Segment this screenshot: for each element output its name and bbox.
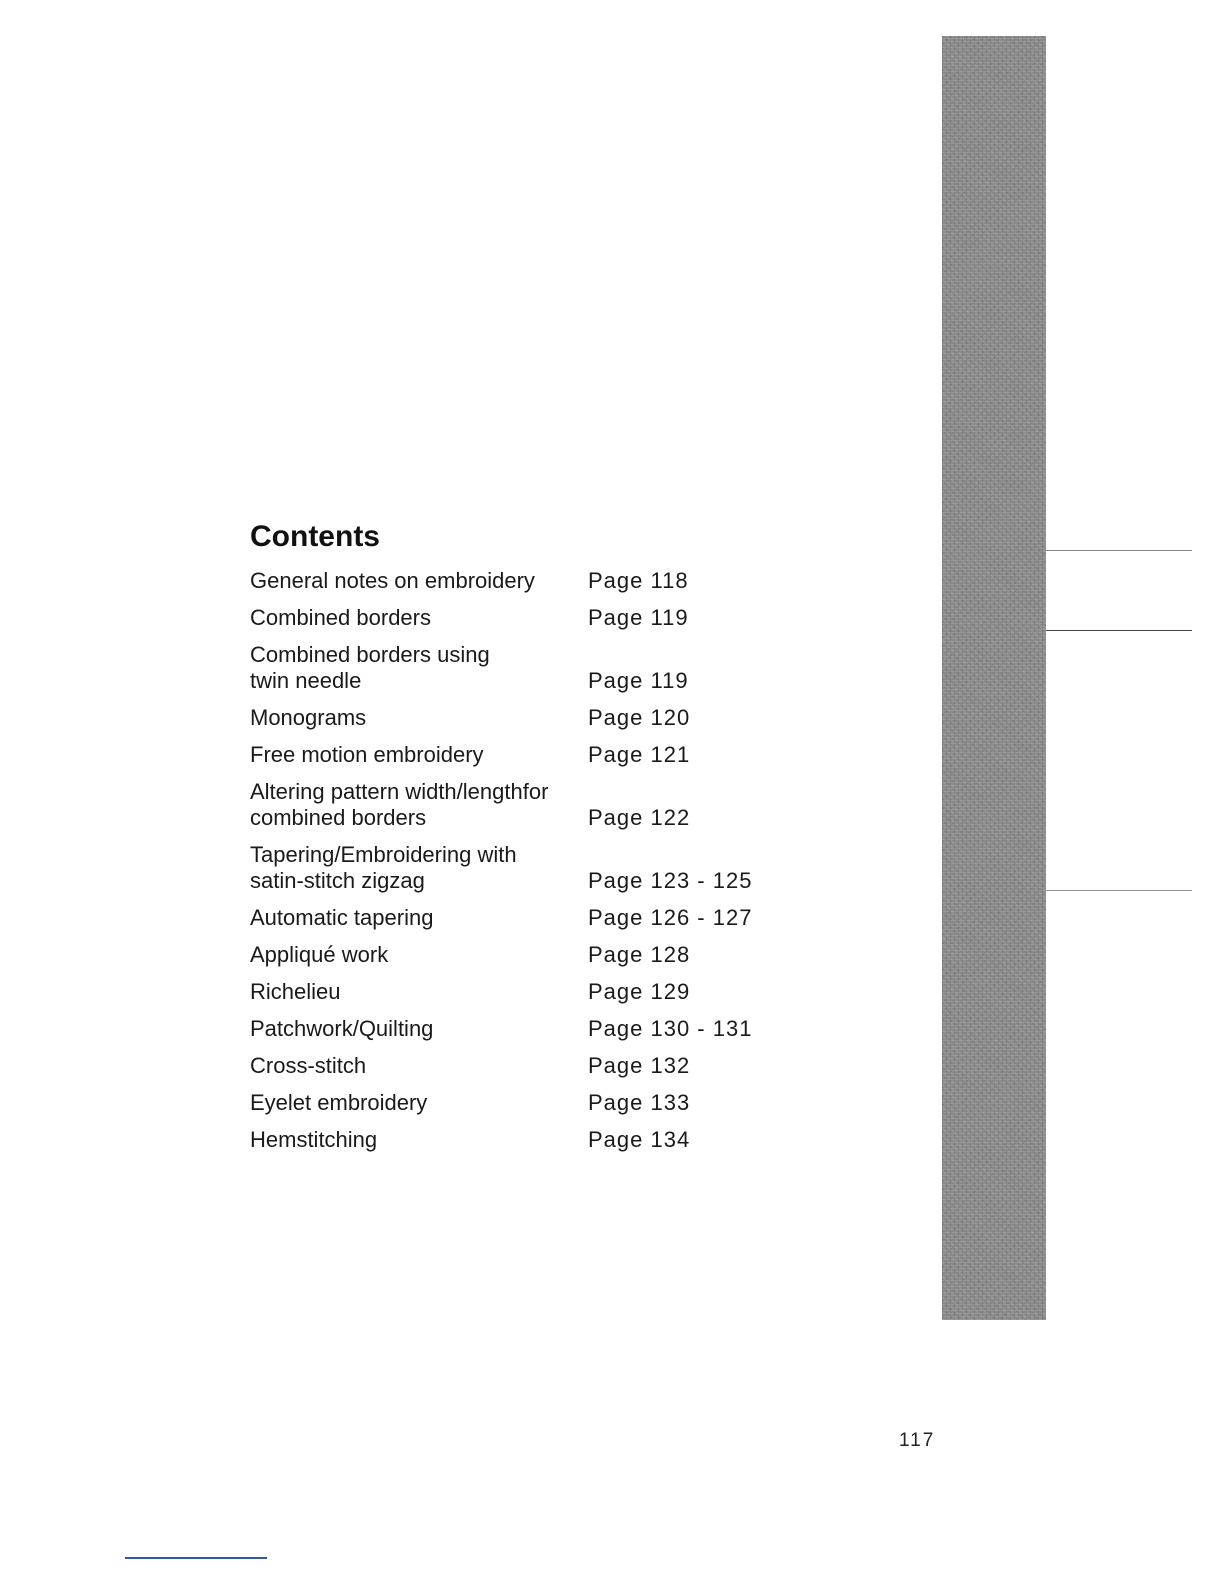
toc-entry: [250, 779, 850, 831]
toc-entry-label: Eyelet embroidery: [250, 1090, 428, 1115]
toc-entry-label: Combined borders: [250, 605, 431, 630]
toc-entry-page: Page 118: [588, 568, 689, 593]
toc-entry: [250, 905, 850, 931]
toc-entry: [250, 1127, 850, 1153]
toc-entry-label: Cross-stitch: [250, 1053, 367, 1078]
table-of-contents: [250, 520, 850, 1164]
tab-divider-line: [1046, 550, 1192, 551]
toc-entry: [250, 1053, 850, 1079]
toc-entry-label: Altering pattern width/lengthfor combined borders: [250, 779, 549, 830]
bottom-rule: [125, 1557, 267, 1559]
toc-entry: [250, 642, 850, 694]
toc-entry-label: Tapering/Embroidering with satin-stitch zigzag: [250, 842, 517, 893]
toc-entry: [250, 605, 850, 631]
toc-entry: [250, 1016, 850, 1042]
toc-entry: [250, 742, 850, 768]
toc-entry-label: General notes on embroidery: [250, 568, 535, 593]
toc-entry-label: Richelieu: [250, 979, 341, 1004]
toc-entry-page: Page 128: [588, 942, 691, 967]
tab-divider-line: [1046, 630, 1192, 631]
contents-heading: Contents: [250, 520, 380, 553]
toc-entry-label: Monograms: [250, 705, 367, 730]
toc-entry: [250, 979, 850, 1005]
toc-entry: [250, 942, 850, 968]
toc-entry-label: Patchwork/Quilting: [250, 1016, 434, 1041]
toc-entry: [250, 842, 850, 894]
side-tab-bar: [942, 36, 1046, 1320]
toc-entry-page: Page 130 - 131: [588, 1016, 753, 1041]
toc-entry-page: Page 123 - 125: [588, 868, 753, 893]
toc-entry-page: Page 133: [588, 1090, 691, 1115]
toc-entry-page: Page 120: [588, 705, 691, 730]
toc-entry: [250, 1090, 850, 1116]
toc-entry-page: Page 119: [588, 668, 689, 693]
toc-entry-label: Automatic tapering: [250, 905, 434, 930]
toc-entry-page: Page 129: [588, 979, 691, 1004]
toc-entry-page: Page 119: [588, 605, 689, 630]
tab-divider-line: [1046, 890, 1192, 891]
toc-entry-label: Combined borders using twin needle: [250, 642, 490, 693]
toc-entry-label: Hemstitching: [250, 1127, 378, 1152]
toc-entry-label: Appliqué work: [250, 942, 389, 967]
toc-entry-page: Page 121: [588, 742, 691, 767]
toc-entry-page: Page 126 - 127: [588, 905, 753, 930]
toc-entry-page: Page 132: [588, 1053, 691, 1078]
toc-entry-page: Page 122: [588, 805, 691, 830]
page-number: 117: [899, 1430, 936, 1451]
toc-entry-label: Free motion embroidery: [250, 742, 484, 767]
toc-entry-page: Page 134: [588, 1127, 691, 1152]
toc-entry: [250, 705, 850, 731]
toc-entry: [250, 568, 850, 594]
